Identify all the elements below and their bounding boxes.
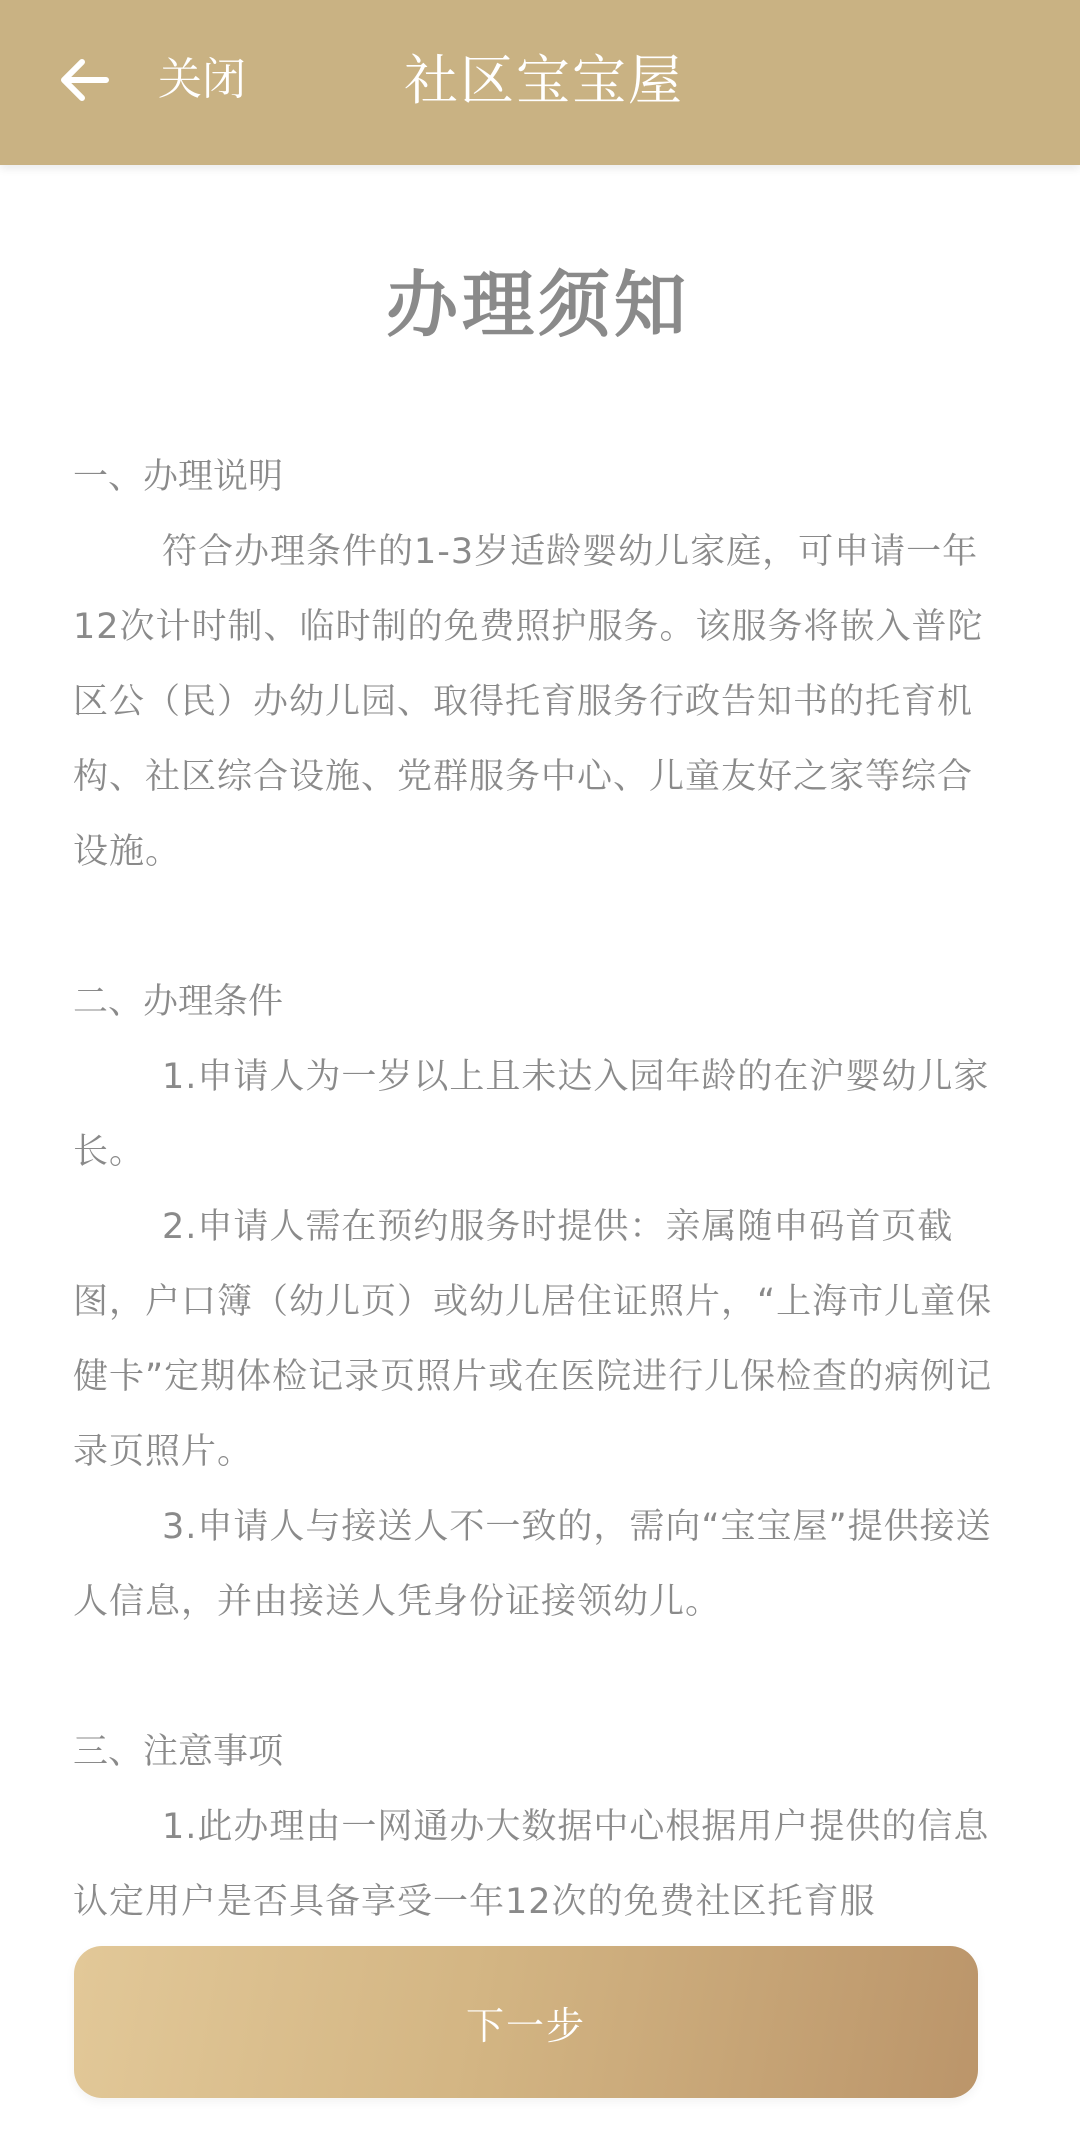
section-heading: 一、办理说明: [73, 457, 284, 497]
notice-content: [73, 250, 1003, 1922]
close-button[interactable]: 关闭: [158, 54, 246, 105]
section-conditions: [73, 965, 1003, 1640]
next-step-label: 下一步: [465, 2003, 586, 2048]
next-step-button[interactable]: [74, 1946, 978, 2098]
section-paragraph: 符合办理条件的1-3岁适龄婴幼儿家庭，可申请一年12次计时制、临时制的免费照护服务。该服务将嵌入普陀区公（民）办幼儿园、取得托育服务行政告知书的托育机构、社区综合设施、党群服务中心、儿童友好之家等综合设施。: [73, 532, 984, 872]
section-instructions: [73, 440, 1003, 890]
notice-title: 办理须知: [385, 263, 690, 347]
top-nav-bar: [0, 0, 1080, 165]
arrow-left-icon: [56, 52, 112, 108]
page-title: 社区宝宝屋: [404, 49, 684, 112]
section-paragraph: 1.此办理由一网通办大数据中心根据用户提供的信息认定用户是否具备享受一年12次的免费社区托育服: [73, 1807, 990, 1922]
section-heading: 三、注意事项: [73, 1732, 284, 1772]
section-paragraph: 3.申请人与接送人不一致的，需向“宝宝屋”提供接送人信息，并由接送人凭身份证接领幼儿。: [73, 1507, 992, 1622]
section-notes: [73, 1715, 1003, 1940]
section-paragraph: 2.申请人需在预约服务时提供：亲属随申码首页截图，户口簿（幼儿页）或幼儿居住证照片，“上海市儿童保健卡”定期体检记录页照片或在医院进行儿保检查的病例记录页照片。: [73, 1207, 993, 1472]
section-paragraph: 1.申请人为一岁以上且未达入园年龄的在沪婴幼儿家长。: [73, 1057, 990, 1172]
section-heading: 二、办理条件: [73, 982, 284, 1022]
back-button[interactable]: [56, 52, 112, 108]
